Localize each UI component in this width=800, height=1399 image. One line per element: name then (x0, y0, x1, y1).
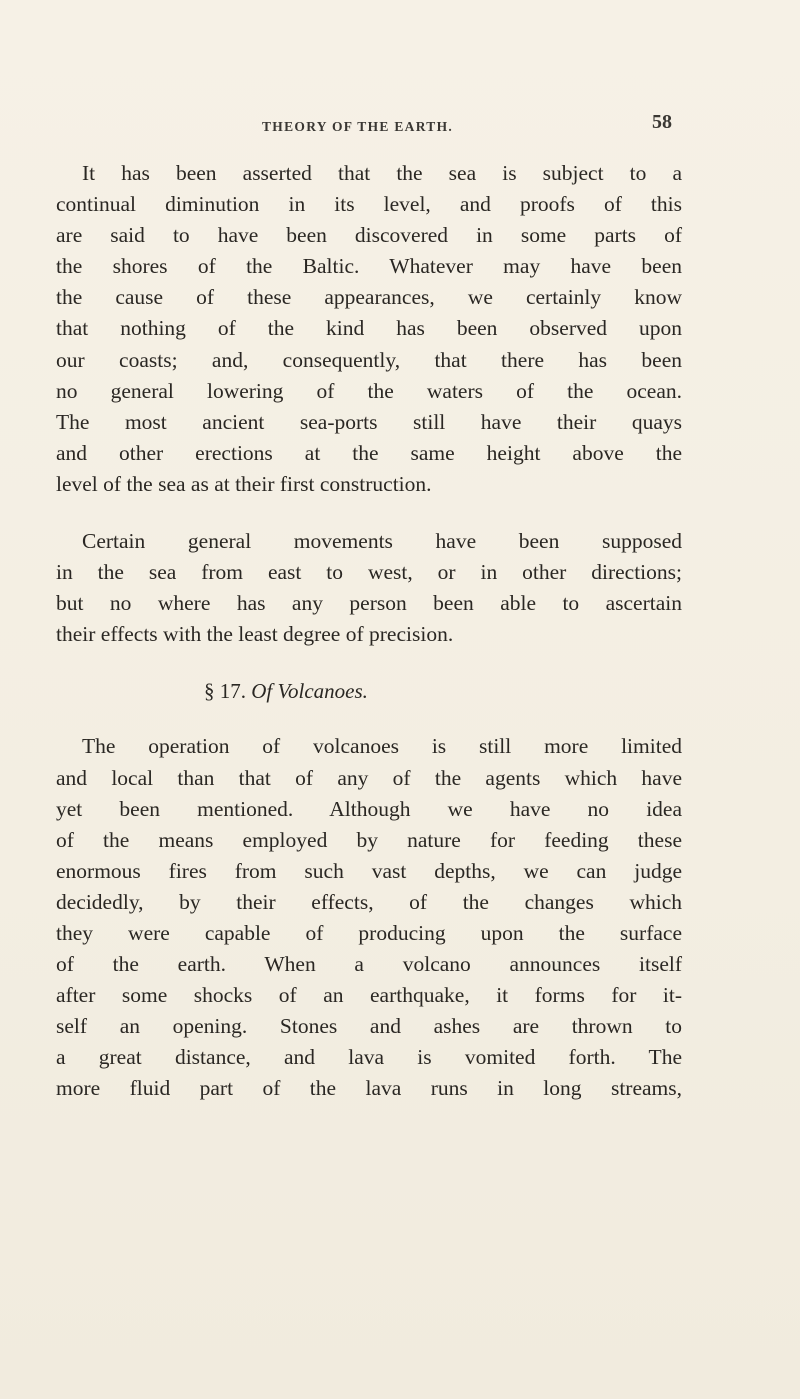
section-heading (56, 676, 682, 707)
text-line: yet been mentioned. Although we have no idea (56, 796, 682, 821)
text-line: The operation of volcanoes is still more limited (82, 734, 682, 759)
text-line: The most ancient sea-ports still have their quays (56, 409, 682, 434)
body-text (56, 158, 682, 1105)
text-line: and other erections at the same height above the (56, 440, 682, 465)
text-line: level of the sea as at their first construction. (56, 471, 432, 496)
text-line: their effects with the least degree of precision. (56, 622, 454, 647)
text-line: self an opening. Stones and ashes are thrown to (56, 1014, 682, 1039)
running-head: THEORY OF THE EARTH. (262, 119, 454, 134)
text-line: no general lowering of the waters of the ocean. (56, 378, 682, 403)
text-line: of the means employed by nature for feeding these (56, 827, 682, 852)
text-line: continual diminution in its level, and proofs of this (56, 192, 682, 217)
text-line: and local than that of any of the agents which have (56, 765, 682, 790)
text-line: a great distance, and lava is vomited forth. The (56, 1045, 682, 1070)
text-line: that nothing of the kind has been observed upon (56, 316, 682, 341)
page-header (262, 111, 672, 136)
text-line: the shores of the Baltic. Whatever may have been (56, 254, 682, 279)
text-line: It has been asserted that the sea is subject to a (82, 161, 682, 185)
text-line: our coasts; and, consequently, that there has been (56, 347, 682, 372)
text-line: more fluid part of the lava runs in long streams, (56, 1076, 682, 1101)
text-line: Certain general movements have been supposed (82, 529, 682, 554)
text-line: decidedly, by their effects, of the changes which (56, 889, 682, 914)
section-number: § 17. (204, 679, 246, 704)
page-number: 58 (652, 111, 672, 133)
text-line: of the earth. When a volcano announces itself (56, 952, 682, 977)
text-line: they were capable of producing upon the surface (56, 920, 682, 945)
text-line: the cause of these appearances, we certainly know (56, 285, 682, 310)
section-title: Of Volcanoes. (251, 679, 368, 704)
text-line: but no where has any person been able to ascertain (56, 591, 682, 616)
text-line: in the sea from east to west, or in other directions; (56, 560, 682, 585)
paragraph-volcanoes (56, 731, 682, 1104)
paragraph-sea-level (56, 158, 682, 500)
text-line: are said to have been discovered in some parts of (56, 223, 682, 248)
text-line: after some shocks of an earthquake, it forms for it- (56, 983, 682, 1008)
paragraph-sea-movements (56, 526, 682, 650)
text-line: enormous fires from such vast depths, we can judge (56, 858, 682, 883)
